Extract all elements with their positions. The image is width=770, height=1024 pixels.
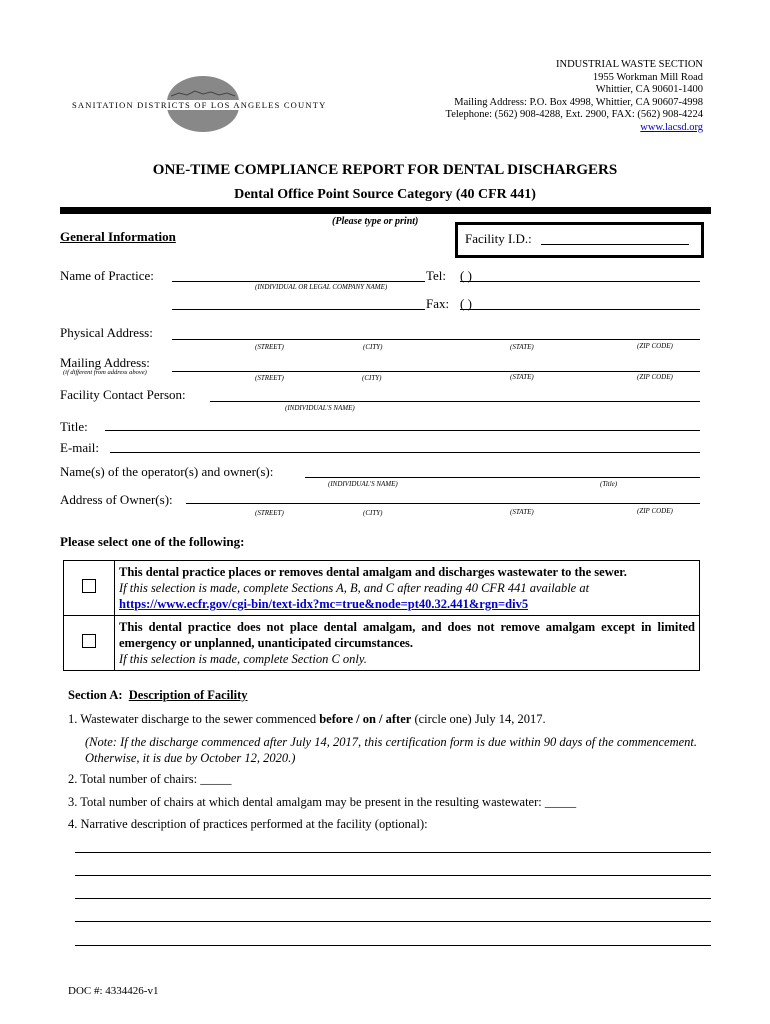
website-link[interactable]: www.lacsd.org bbox=[640, 121, 703, 133]
facility-id-label: Facility I.D.: bbox=[465, 231, 532, 246]
tel-paren: ( ) bbox=[460, 268, 472, 283]
option-1-text bbox=[115, 561, 700, 616]
facility-id-field[interactable] bbox=[541, 244, 689, 245]
name-hint: (INDIVIDUAL OR LEGAL COMPANY NAME) bbox=[255, 283, 388, 291]
title-field[interactable] bbox=[105, 430, 700, 431]
section-a-heading bbox=[68, 688, 248, 703]
ecfr-link[interactable]: https://www.ecfr.gov/cgi-bin/text-idx?mc=true&node=pt40.32.441&rgn=div5 bbox=[119, 597, 529, 611]
item-1 bbox=[68, 712, 546, 727]
fax-label: Fax: bbox=[426, 296, 450, 311]
name-of-practice-field[interactable] bbox=[172, 281, 425, 282]
contact-field[interactable] bbox=[210, 401, 700, 402]
operators-field[interactable] bbox=[305, 477, 700, 478]
mailing-address-label: Mailing Address: bbox=[60, 355, 150, 370]
title-hint: (Title) bbox=[600, 480, 618, 488]
org-name: SANITATION DISTRICTS OF LOS ANGELES COUNTY bbox=[72, 100, 327, 110]
instruction: (Please type or print) bbox=[332, 216, 419, 227]
state-hint: (STATE) bbox=[510, 373, 534, 381]
item-1-choices: before / on / after bbox=[319, 712, 412, 726]
narrative-line-4[interactable] bbox=[75, 921, 711, 922]
item-1-note: (Note: If the discharge commenced after July 14, 2017, this certification form is due within 90 days of the commencement. Otherwise, it is due by October 12, 2020.) bbox=[85, 735, 697, 765]
select-prompt: Please select one of the following: bbox=[60, 534, 245, 549]
item-1-pre: 1. Wastewater discharge to the sewer commenced bbox=[68, 712, 320, 726]
name-of-practice-label: Name of Practice: bbox=[60, 268, 154, 283]
email-label: E-mail: bbox=[60, 440, 99, 455]
section-a-title: Description of Facility bbox=[128, 688, 248, 702]
narrative-line-2[interactable] bbox=[75, 875, 711, 876]
city-address: Whittier, CA 90601-1400 bbox=[595, 84, 703, 95]
selection-table bbox=[63, 560, 700, 671]
state-hint: (STATE) bbox=[510, 508, 534, 516]
zip-hint: (ZIP CODE) bbox=[637, 342, 673, 350]
narrative-line-3[interactable] bbox=[75, 898, 711, 899]
option-row-2 bbox=[64, 616, 700, 671]
option-1-checkbox[interactable] bbox=[82, 579, 96, 593]
form-subtitle: Dental Office Point Source Category (40 CFR 441) bbox=[234, 187, 536, 202]
mailing-hint: (if different from address above) bbox=[63, 369, 147, 376]
item-4: 4. Narrative description of practices performed at the facility (optional): bbox=[68, 817, 428, 831]
tel-field[interactable] bbox=[460, 281, 700, 282]
fax-paren: ( ) bbox=[460, 296, 472, 311]
option-2-bold: This dental practice does not place dental amalgam, and does not remove amalgam except in limited emergency or unplanned, unanticipated circumstances. bbox=[119, 620, 695, 650]
form-title: ONE-TIME COMPLIANCE REPORT FOR DENTAL DISCHARGERS bbox=[152, 162, 618, 178]
operators-label: Name(s) of the operator(s) and owner(s): bbox=[60, 464, 274, 479]
general-heading: General Information bbox=[60, 229, 176, 244]
option-2-text bbox=[115, 616, 700, 671]
individual-hint: (INDIVIDUAL'S NAME) bbox=[285, 404, 355, 412]
option-row-1 bbox=[64, 561, 700, 616]
name-of-practice-field-2[interactable] bbox=[172, 309, 425, 310]
option-2-italic: If this selection is made, complete Section C only. bbox=[119, 652, 367, 666]
street-address: 1955 Workman Mill Road bbox=[592, 71, 703, 83]
item-2: 2. Total number of chairs: _____ bbox=[68, 772, 232, 786]
title-divider bbox=[60, 207, 711, 214]
physical-address-label: Physical Address: bbox=[60, 325, 153, 340]
narrative-line-1[interactable] bbox=[75, 852, 711, 853]
city-hint: (CITY) bbox=[363, 509, 383, 517]
item-3: 3. Total number of chairs at which dental amalgam may be present in the resulting wastewater: _____ bbox=[68, 795, 577, 809]
section-a-label: Section A: bbox=[68, 688, 123, 702]
option-1-italic: If this selection is made, complete Sections A, B, and C after reading 40 CFR 441 available at bbox=[119, 581, 590, 595]
zip-hint: (ZIP CODE) bbox=[637, 507, 673, 515]
fax-field[interactable] bbox=[460, 309, 700, 310]
mailing-address-field[interactable] bbox=[172, 371, 700, 372]
city-hint: (CITY) bbox=[363, 343, 383, 351]
state-hint: (STATE) bbox=[510, 343, 534, 351]
doc-number: DOC #: 4334426-v1 bbox=[68, 985, 159, 997]
contact-label: Facility Contact Person: bbox=[60, 387, 186, 402]
option-1-cell bbox=[64, 561, 115, 616]
mailing-address: Mailing Address: P.O. Box 4998, Whittier, CA 90607-4998 bbox=[454, 96, 703, 108]
street-hint: (STREET) bbox=[255, 509, 284, 517]
narrative-line-5[interactable] bbox=[75, 945, 711, 946]
individual-hint-2: (INDIVIDUAL'S NAME) bbox=[328, 480, 398, 488]
email-field[interactable] bbox=[110, 452, 700, 453]
owner-address-label: Address of Owner(s): bbox=[60, 492, 173, 507]
title-label: Title: bbox=[60, 419, 88, 434]
option-2-checkbox[interactable] bbox=[82, 634, 96, 648]
owner-address-field[interactable] bbox=[186, 503, 700, 504]
city-hint: (CITY) bbox=[362, 374, 382, 382]
physical-address-field[interactable] bbox=[172, 339, 700, 340]
tel-label: Tel: bbox=[426, 268, 447, 283]
telephone: Telephone: (562) 908-4288, Ext. 2900, FAX: (562) 908-4224 bbox=[445, 109, 703, 120]
address-block bbox=[446, 59, 703, 134]
option-2-cell bbox=[64, 616, 115, 671]
street-hint: (STREET) bbox=[255, 343, 284, 351]
option-1-bold: This dental practice places or removes dental amalgam and discharges wastewater to the sewer. bbox=[119, 565, 627, 579]
item-1-post: (circle one) July 14, 2017. bbox=[411, 712, 546, 726]
section-name: INDUSTRIAL WASTE SECTION bbox=[556, 59, 703, 70]
street-hint: (STREET) bbox=[255, 374, 284, 382]
zip-hint: (ZIP CODE) bbox=[637, 373, 673, 381]
